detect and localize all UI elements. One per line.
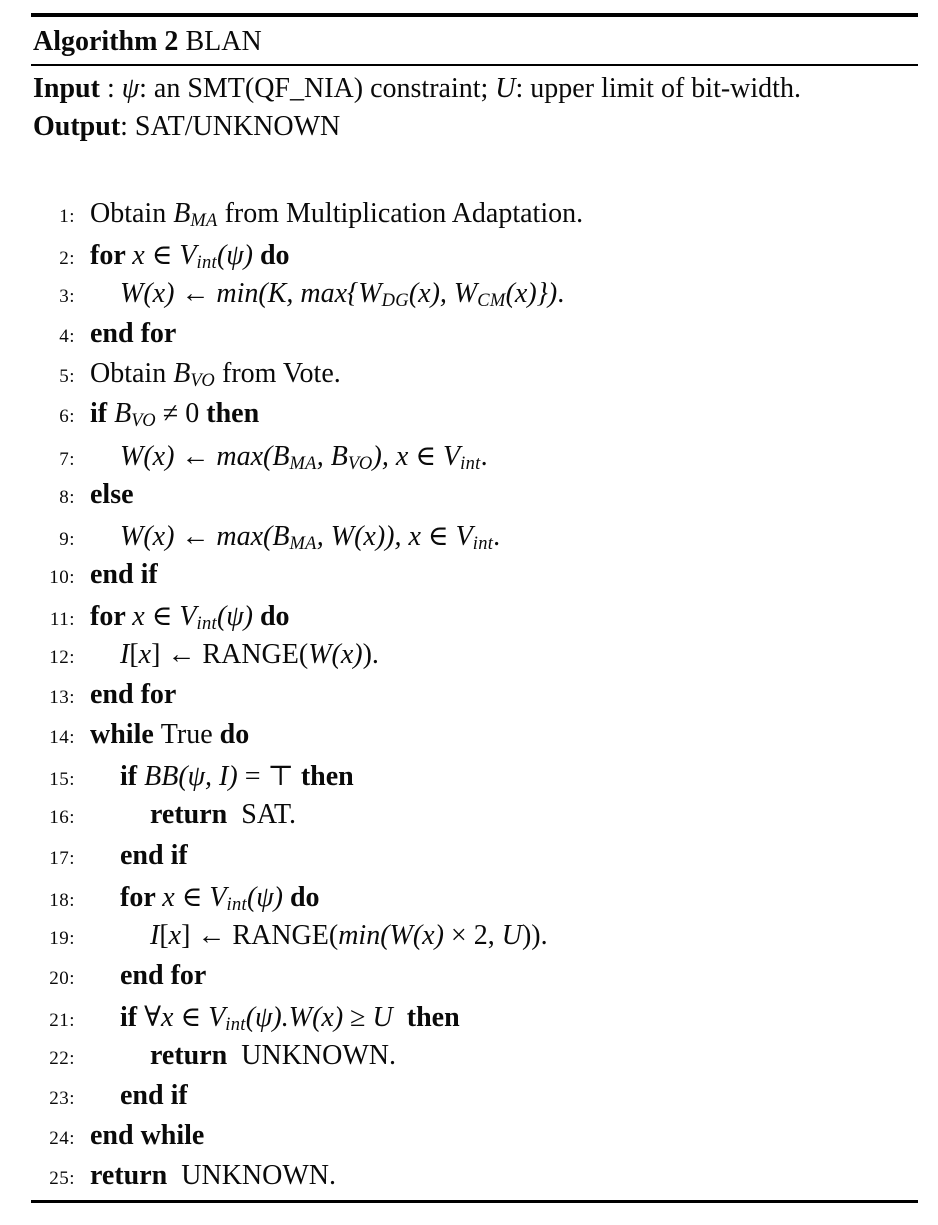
text-run: for [90, 600, 133, 632]
line-number: 11: [49, 608, 75, 630]
algo-line [31, 398, 918, 438]
text-run: : upper limit of bit-width. [515, 73, 801, 104]
text-run: then [300, 761, 354, 793]
text-run: × 2, [450, 919, 502, 951]
algo-line [31, 599, 918, 639]
text-run: MA [289, 532, 317, 553]
line-content [90, 1120, 204, 1152]
text-run: W(x) [120, 440, 182, 472]
line-number: 6: [59, 406, 75, 428]
line-content [90, 960, 206, 992]
line-number: 5: [59, 366, 75, 388]
text-run: while [90, 719, 161, 751]
line-number: 3: [59, 286, 75, 308]
text-run: U [501, 919, 522, 951]
text-run: from Vote. [215, 358, 341, 390]
text-run: min(K, max{W [216, 278, 382, 310]
text-run: from Multiplication Adaptation. [217, 198, 584, 229]
text-run: max(B [216, 440, 290, 472]
text-run: [ [159, 919, 169, 951]
text-run: max(B [216, 520, 290, 552]
line-number: 10: [49, 566, 75, 588]
algorithm-lines [31, 198, 918, 1200]
text-run: UNKNOWN. [234, 1039, 397, 1071]
algo-line [31, 439, 918, 479]
algo-line [31, 198, 918, 238]
text-run: if [120, 761, 145, 793]
line-number: 18: [49, 889, 75, 911]
caption-label: Algorithm 2 [33, 26, 179, 57]
line-number: 13: [49, 687, 75, 709]
text-run: ∈ [151, 600, 180, 632]
text-run: ≥ [350, 1001, 373, 1033]
algo-line [31, 238, 918, 278]
text-run: . [480, 440, 488, 472]
text-run: : [99, 73, 122, 104]
text-run: int [472, 532, 494, 553]
text-run: )). [521, 919, 548, 951]
algo-line [31, 960, 918, 1000]
algo-line [31, 759, 918, 799]
line-content [90, 759, 354, 793]
text-run: do [259, 240, 290, 272]
bottom-rule [31, 1200, 918, 1203]
line-number: 22: [49, 1047, 75, 1069]
line-content [90, 278, 564, 311]
algo-line [31, 1080, 918, 1120]
text-run: int [460, 452, 481, 473]
text-run: MA [190, 210, 218, 231]
text-run: do [219, 719, 250, 751]
text-run: ∈ [181, 881, 210, 913]
algo-line [31, 880, 918, 920]
algo-line [31, 519, 918, 559]
line-content [90, 198, 583, 231]
line-number: 15: [49, 769, 75, 791]
text-run: : an SMT(QF_NIA) constraint; [139, 73, 496, 104]
text-run: True [160, 719, 220, 751]
text-run: ← [181, 440, 217, 472]
text-run: ψ [121, 73, 140, 104]
text-run: ≠ 0 [155, 398, 207, 430]
text-run: [ [129, 639, 139, 671]
algo-line [31, 799, 918, 839]
text-run: CM [477, 290, 506, 311]
text-run: V [179, 240, 197, 272]
line-number: 9: [59, 528, 75, 550]
text-run: return [150, 1039, 235, 1071]
text-run: x [138, 639, 152, 671]
line-content [90, 519, 500, 554]
line-content [90, 1040, 396, 1072]
line-content [90, 238, 290, 273]
text-run: U [372, 1001, 393, 1033]
algo-line [31, 1160, 918, 1200]
algo-line [31, 1040, 918, 1080]
text-run: if [120, 1001, 145, 1033]
algo-line [31, 679, 918, 719]
text-run: ∈ [180, 1001, 209, 1033]
text-run: ∈ [427, 520, 456, 552]
text-run: . [557, 278, 565, 310]
text-run: (ψ) [216, 240, 260, 272]
text-run: BB(ψ, I) [144, 761, 245, 793]
text-run: for [120, 881, 163, 913]
text-run: W(x) [120, 520, 182, 552]
line-number: 21: [49, 1009, 75, 1031]
text-run: int [196, 252, 217, 273]
text-run: B [173, 198, 191, 229]
text-run: (x)}) [505, 278, 558, 310]
io-block [31, 66, 918, 146]
algo-line [31, 318, 918, 358]
text-run: else [90, 478, 134, 510]
text-run: end if [120, 1080, 188, 1112]
text-run: V [208, 1001, 226, 1033]
line-content [90, 679, 176, 711]
text-run: end if [120, 839, 188, 871]
text-run: ] ← RANGE( [151, 639, 309, 671]
text-run: ). [362, 639, 379, 671]
line-content [90, 559, 158, 591]
line-number: 8: [59, 486, 75, 508]
algo-line [31, 1000, 918, 1040]
text-run: if [90, 398, 115, 430]
algo-line [31, 358, 918, 398]
text-run: I [120, 639, 130, 671]
text-run: ∈ [151, 240, 180, 272]
text-run [393, 1002, 407, 1033]
line-number: 1: [59, 206, 75, 227]
text-run: return [150, 799, 235, 831]
text-run: (x), W [408, 278, 478, 310]
text-run: Input [33, 73, 100, 104]
text-run: VO [347, 452, 373, 473]
text-run: B [114, 398, 132, 430]
algo-line [31, 719, 918, 759]
line-number: 25: [49, 1168, 75, 1190]
line-content [90, 639, 379, 671]
text-run: V [443, 440, 461, 472]
text-run: end if [90, 558, 158, 590]
line-content [90, 840, 188, 872]
text-run: Obtain [90, 198, 174, 229]
text-run: int [196, 613, 217, 633]
line-content [90, 358, 341, 391]
line-content [90, 599, 290, 634]
algorithm-caption [31, 17, 918, 64]
line-number: 20: [49, 967, 75, 989]
text-run: , B [316, 440, 348, 472]
algo-line [31, 278, 918, 318]
text-run: x [161, 1001, 181, 1033]
algo-line [31, 639, 918, 679]
line-number: 2: [59, 248, 75, 270]
text-run: (ψ) [246, 881, 290, 913]
text-run: do [259, 600, 290, 632]
line-content [90, 439, 488, 474]
line-content [90, 318, 176, 350]
text-run: ← [181, 520, 217, 552]
text-run: B [173, 358, 191, 390]
text-run: ∈ [415, 440, 444, 472]
text-run: (ψ).W(x) [245, 1001, 351, 1033]
line-content [90, 880, 320, 915]
line-number: 16: [49, 807, 75, 829]
text-run: ), x [372, 440, 416, 472]
text-run: x [168, 919, 182, 951]
text-run: end for [90, 318, 177, 350]
algo-line [31, 559, 918, 599]
text-run: end while [90, 1120, 205, 1152]
text-run: x [162, 881, 182, 913]
text-run: min(W(x) [338, 919, 451, 951]
text-run: VO [131, 410, 156, 431]
text-run: V [455, 520, 473, 552]
text-run: ] ← RANGE( [181, 919, 339, 951]
text-run: U [495, 73, 516, 104]
text-run: (ψ) [216, 600, 260, 632]
text-run: end for [120, 959, 207, 991]
line-number: 14: [49, 727, 75, 749]
text-run: , W(x)), x [316, 520, 428, 552]
text-run: then [206, 398, 260, 430]
text-run: x [132, 240, 152, 272]
line-number: 17: [49, 847, 75, 869]
text-run: : SAT/UNKNOWN [120, 111, 341, 142]
line-number: 7: [59, 448, 75, 470]
line-content [90, 920, 548, 952]
line-content [90, 1160, 336, 1192]
line-number: 19: [49, 927, 75, 949]
line-content [90, 1080, 188, 1112]
algo-line [31, 479, 918, 519]
algo-line [31, 920, 918, 960]
text-run: V [209, 881, 227, 913]
text-run: DG [381, 290, 409, 311]
text-run: then [406, 1001, 460, 1033]
text-run: return [90, 1160, 175, 1192]
text-run: Obtain [90, 358, 174, 390]
text-run: int [226, 893, 247, 914]
text-run: VO [190, 370, 215, 391]
text-run: end for [90, 679, 177, 711]
line-content [90, 719, 249, 751]
line-content [90, 799, 296, 831]
text-run: V [179, 600, 197, 632]
text-run: UNKNOWN. [174, 1160, 337, 1192]
text-run: do [289, 881, 320, 913]
text-run: I [150, 919, 160, 951]
line-number: 24: [49, 1128, 75, 1150]
text-run: = ⊤ [244, 761, 301, 793]
text-run: W(x) [120, 278, 182, 310]
line-content [90, 398, 259, 431]
text-run: SAT. [234, 799, 296, 831]
text-run: for [90, 240, 133, 272]
text-run: MA [289, 452, 317, 473]
line-content [90, 479, 134, 511]
algorithm-figure [31, 13, 918, 1203]
text-run: int [225, 1013, 246, 1034]
line-content [90, 1000, 460, 1035]
caption-title: BLAN [185, 26, 262, 57]
algo-line [31, 840, 918, 880]
line-number: 23: [49, 1088, 75, 1110]
text-run: Output [33, 111, 121, 142]
text-run: ∀ [144, 1001, 162, 1033]
text-run: . [493, 520, 501, 552]
text-run: ← [181, 278, 217, 310]
text-run: x [132, 600, 152, 632]
input-line [33, 70, 918, 108]
output-line [33, 108, 918, 146]
algo-line [31, 1120, 918, 1160]
text-run: W(x) [308, 639, 363, 671]
line-number: 12: [49, 647, 75, 669]
line-number: 4: [59, 326, 75, 348]
